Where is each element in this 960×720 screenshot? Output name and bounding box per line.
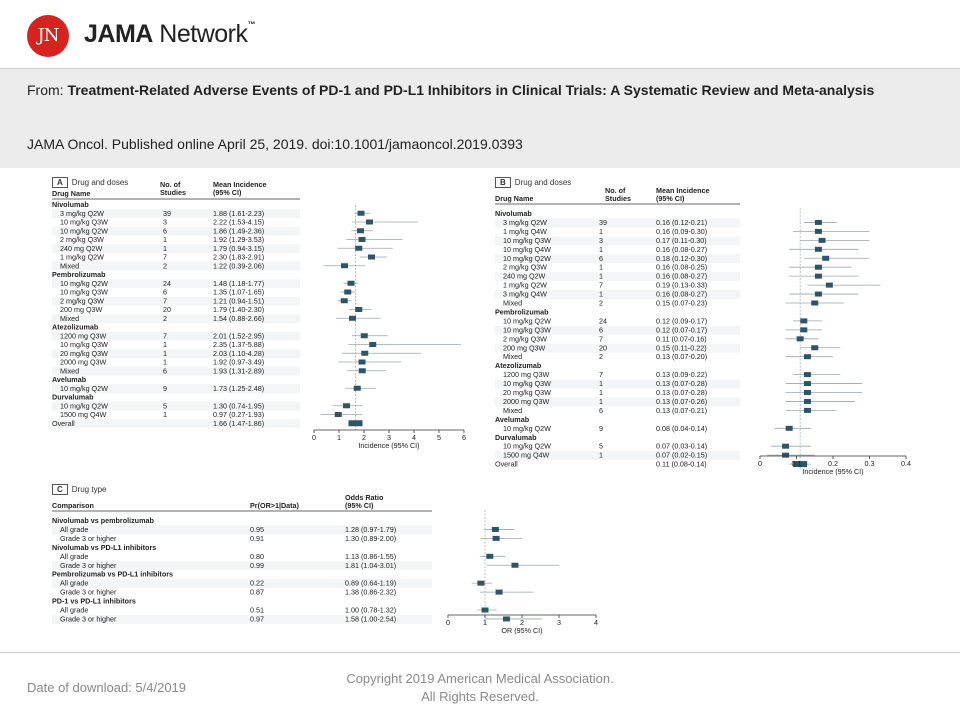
panel-a-row-label: 200 mg Q3W xyxy=(60,305,103,314)
panel-b-header-1: No. of xyxy=(605,186,626,195)
panel-a-group-label: Pembrolizumab xyxy=(52,270,106,279)
panel-a-header-0: Drug Name xyxy=(52,189,91,198)
panel-a-row-n: 5 xyxy=(163,401,167,411)
brand-bold: JAMA xyxy=(84,20,153,48)
panel-b-row-n: 6 xyxy=(599,405,603,415)
panel-c-estimate-marker xyxy=(503,616,510,621)
panel-b-row-label: 2 mg/kg Q3W xyxy=(503,334,547,344)
panel-a-row-label: 1200 mg Q3W xyxy=(60,331,107,341)
panel-b-row-label: Overall xyxy=(495,459,518,469)
panel-b-estimate-marker xyxy=(804,399,811,404)
panel-a-row-n: 9 xyxy=(163,383,167,393)
panel-a-row-n: 1 xyxy=(163,243,167,253)
panel-b-row-ci: 0.19 (0.13-0.33) xyxy=(656,280,708,290)
panel-c-row-n: 0.91 xyxy=(250,533,264,543)
panel-b-header-2: Mean Incidence xyxy=(656,186,710,195)
panel-c-row-label: Grade 3 or higher xyxy=(60,560,117,570)
panel-b-header-2: (95% CI) xyxy=(656,194,685,203)
panel-b-row-label: 3 mg/kg Q2W xyxy=(503,217,547,227)
panel-a-row-label: Mixed xyxy=(60,366,80,376)
panel-c-tick-label: 2 xyxy=(520,618,524,627)
panel-b-estimate-marker xyxy=(786,426,793,431)
panel-b-row-label: 10 mg/kg Q2W xyxy=(503,316,551,326)
panel-b-estimate-marker xyxy=(826,283,833,288)
panel-b-row-label: 240 mg Q2W xyxy=(503,271,546,281)
panel-b-row-ci: 0.13 (0.07-0.26) xyxy=(656,396,708,406)
panel-c-group-label: Nivolumab vs pembrolizumab xyxy=(52,516,154,525)
panel-a-row-label: Overall xyxy=(52,418,75,428)
panel-a-row-ci: 1.22 (0.39-2.06) xyxy=(213,261,265,271)
panel-b-row-label: 1 mg/kg Q4W xyxy=(503,226,547,236)
panel-b-row-n: 2 xyxy=(599,352,603,362)
panel-a-row-n: 6 xyxy=(163,287,167,297)
panel-b-row-ci: 0.17 (0.11-0.30) xyxy=(656,235,707,245)
panel-a-row-ci: 1.92 (1.29-3.53) xyxy=(213,235,265,244)
panel-a-estimate-marker xyxy=(349,420,363,426)
panel-b-row-n: 7 xyxy=(599,280,603,290)
panel-b-row-ci: 0.16 (0.09-0.30) xyxy=(656,226,708,236)
panel-b-row-n: 20 xyxy=(599,343,607,353)
panel-a-header-1: No. of xyxy=(160,180,181,189)
panel-a-row-ci: 1.79 (1.40-2.30) xyxy=(213,305,265,314)
panel-b-row-ci: 0.13 (0.07-0.28) xyxy=(656,388,708,397)
panel-c-row-ci: 1.13 (0.86-1.55) xyxy=(345,551,397,561)
panel-c-row-n: 0.51 xyxy=(250,605,264,615)
panel-b-estimate-marker xyxy=(782,444,789,449)
panel-b-row-label: 1200 mg Q3W xyxy=(503,370,550,380)
panel-b-row-n: 1 xyxy=(599,226,603,236)
panel-a-estimate-marker xyxy=(335,412,342,417)
panel-a-tick-label: 0 xyxy=(312,433,316,442)
panel-b-row-label: 10 mg/kg Q2W xyxy=(503,423,551,433)
panel-a-row-n: 2 xyxy=(163,261,167,271)
panel-b-row-n: 1 xyxy=(599,450,603,460)
panel-b-row-label: Mixed xyxy=(503,298,523,308)
panel-b-row-n: 24 xyxy=(599,316,607,326)
panel-b-row-n: 1 xyxy=(599,262,603,272)
panel-b-row-n: 1 xyxy=(599,379,603,389)
panel-a-row-label: 1500 mg Q4W xyxy=(60,410,107,419)
panel-b-estimate-marker xyxy=(804,390,811,395)
panel-b-row-ci: 0.13 (0.07-0.21) xyxy=(656,405,708,415)
panel-a-row-n: 7 xyxy=(163,252,167,262)
panel-a-row-ci: 1.92 (0.97-3.49) xyxy=(213,357,265,367)
panel-b-row-ci: 0.07 (0.03-0.14) xyxy=(656,441,708,451)
panel-b-estimate-marker xyxy=(797,336,804,341)
panel-a-row-ci: 0.97 (0.27-1.93) xyxy=(213,410,265,419)
copyright xyxy=(300,670,660,706)
panel-a-group-label: Durvalumab xyxy=(52,392,94,402)
panel-a-estimate-marker xyxy=(357,228,364,233)
panel-c-row-ci: 0.89 (0.64-1.19) xyxy=(345,578,397,588)
panel-a-title: Drug and doses xyxy=(71,178,129,187)
panel-b-row-n: 5 xyxy=(599,441,603,451)
article-title[interactable]: Treatment-Related Adverse Events of PD-1 and PD-L1 Inhibitors in Clinical Trials: A Systematic Review and Meta-analysis xyxy=(67,82,875,98)
panel-a-estimate-marker xyxy=(358,211,365,216)
panel-b-row-ci: 0.16 (0.08-0.25) xyxy=(656,262,708,272)
panel-c-row-n: 0.80 xyxy=(250,551,264,561)
copyright-line-2: All Rights Reserved. xyxy=(421,689,539,704)
panel-b-row-label: 10 mg/kg Q3W xyxy=(503,379,551,389)
panel-a-row-label: 2 mg/kg Q3W xyxy=(60,235,104,244)
panel-b-tick-label: 0.4 xyxy=(901,459,911,468)
panel-b-row-label: 10 mg/kg Q2W xyxy=(503,253,551,263)
panel-a-row-n: 6 xyxy=(163,226,167,236)
panel-c-row-label: Grade 3 or higher xyxy=(60,587,117,597)
panel-a-row-ci: 1.79 (0.94-3.15) xyxy=(213,243,265,253)
panel-a-tick-label: 6 xyxy=(462,433,466,442)
panel-b-row-n: 9 xyxy=(599,423,603,433)
panel-b-row-n: 1 xyxy=(599,289,603,299)
panel-a-row-n: 1 xyxy=(163,340,167,349)
panel-b-group-label: Avelumab xyxy=(495,414,530,424)
panel-b-row-n: 7 xyxy=(599,370,603,380)
panel-a-row-n: 20 xyxy=(163,305,171,314)
panel-a-row-ci: 1.93 (1.31-2.89) xyxy=(213,366,265,376)
panel-c-x-label: OR (95% CI) xyxy=(501,626,543,635)
panel-a-row-n: 7 xyxy=(163,331,167,341)
panel-c-estimate-marker xyxy=(511,563,518,568)
panel-a-row-ci: 2.03 (1.10-4.28) xyxy=(213,348,265,358)
panel-c-row-label: All grade xyxy=(60,551,89,561)
panel-b-row-n: 1 xyxy=(599,244,603,254)
panel-b-estimate-marker xyxy=(800,318,807,323)
panel-a-tick-label: 3 xyxy=(387,433,391,442)
panel-b-row-n: 1 xyxy=(599,388,603,397)
panel-c-row-n: 0.22 xyxy=(250,578,264,588)
panel-b-group-label: Atezolizumab xyxy=(495,361,542,371)
panel-b-group-label: Durvalumab xyxy=(495,432,537,442)
panel-a-row-n: 3 xyxy=(163,217,167,227)
panel-b-estimate-marker xyxy=(811,345,818,350)
panel-c-tick-label: 1 xyxy=(483,618,487,627)
panel-b-estimate-marker xyxy=(815,229,822,234)
panel-a-row-label: 240 mg Q2W xyxy=(60,243,103,253)
panel-b-row-ci: 0.08 (0.04-0.14) xyxy=(656,423,708,433)
panel-b-row-label: 10 mg/kg Q4W xyxy=(503,244,551,254)
panel-b-row-n: 7 xyxy=(599,334,603,344)
panel-c-row-n: 0.99 xyxy=(250,560,264,570)
panel-b-estimate-marker xyxy=(815,247,822,252)
panel-a-row-label: 1 mg/kg Q2W xyxy=(60,252,104,262)
panel-b-tick-label: 0.3 xyxy=(864,459,875,468)
panel-a-row-ci: 1.66 (1.47-1.86) xyxy=(213,418,265,428)
panel-b-header-0: Drug Name xyxy=(495,194,534,203)
panel-a-row-ci: 1.86 (1.49-2.36) xyxy=(213,226,265,236)
panel-b-row-ci: 0.07 (0.02-0.15) xyxy=(656,450,708,460)
panel-a-row-label: 10 mg/kg Q3W xyxy=(60,217,108,227)
panel-a-row-label: 2000 mg Q3W xyxy=(60,357,107,367)
panel-a-estimate-marker xyxy=(359,237,366,242)
panel-c-id: C xyxy=(52,484,68,495)
panel-a-row-label: 10 mg/kg Q3W xyxy=(60,340,108,349)
panel-a-estimate-marker xyxy=(355,246,362,251)
copyright-line-1: Copyright 2019 American Medical Association. xyxy=(346,671,614,686)
panel-c-estimate-marker xyxy=(486,554,493,559)
panel-c-group-label: Pembrolizumab vs PD-L1 inhibitors xyxy=(52,569,174,579)
panel-b-row-ci: 0.13 (0.07-0.20) xyxy=(656,352,708,362)
panel-a-row-n: 6 xyxy=(163,366,167,376)
brand-light: Network xyxy=(152,20,248,48)
panel-b-title: Drug and doses xyxy=(514,178,572,187)
panel-b-row-ci: 0.15 (0.07-0.23) xyxy=(656,298,708,308)
panel-a-estimate-marker xyxy=(341,263,348,268)
panel-b-estimate-marker xyxy=(815,265,822,270)
panel-b-estimate-marker xyxy=(800,327,807,332)
panel-b-estimate-marker xyxy=(815,220,822,225)
panel-a-row-ci: 1.88 (1.61-2.23) xyxy=(213,208,265,218)
panel-b-row-ci: 0.16 (0.08-0.27) xyxy=(656,289,708,299)
panel-c-estimate-marker xyxy=(477,581,484,586)
panel-b-id: B xyxy=(495,177,511,188)
panel-a-estimate-marker xyxy=(359,368,366,373)
panel-b-group-label: Nivolumab xyxy=(495,209,532,218)
panel-a-row-ci: 1.73 (1.25-2.48) xyxy=(213,383,265,393)
panel-c-tick-label: 0 xyxy=(446,618,450,627)
panel-a-estimate-marker xyxy=(361,333,368,338)
panel-a-estimate-marker xyxy=(348,281,355,286)
panel-c-estimate-marker xyxy=(496,590,503,595)
panel-a-estimate-marker xyxy=(355,307,362,312)
panel-b-estimate-marker xyxy=(804,381,811,386)
logo-mark-text: JN xyxy=(37,25,59,46)
panel-a-estimate-marker xyxy=(354,386,361,391)
panel-a-row-label: 20 mg/kg Q3W xyxy=(60,348,108,358)
panel-b-row-n: 6 xyxy=(599,325,603,335)
panel-a-row-label: Mixed xyxy=(60,261,80,271)
panel-a-row-ci: 1.54 (0.88-2.66) xyxy=(213,313,265,323)
panel-a-estimate-marker xyxy=(349,316,356,321)
panel-b-row-label: 10 mg/kg Q2W xyxy=(503,441,551,451)
panel-c-tick-label: 3 xyxy=(557,618,561,627)
panel-b-estimate-marker xyxy=(804,354,811,359)
panel-a-tick-label: 4 xyxy=(412,433,416,442)
panel-a-estimate-marker xyxy=(368,255,375,260)
panel-c-row-label: All grade xyxy=(60,578,89,588)
panel-b-row-ci: 0.18 (0.12-0.30) xyxy=(656,253,708,263)
panel-a-row-ci: 2.01 (1.52-2.95) xyxy=(213,331,265,341)
panel-b-estimate-marker xyxy=(811,301,818,306)
panel-c-row-label: Grade 3 or higher xyxy=(60,614,117,624)
panel-a-row-label: 3 mg/kg Q2W xyxy=(60,208,104,218)
panel-c-row-ci: 1.38 (0.86-2.32) xyxy=(345,587,397,597)
panel-a-row-n: 1 xyxy=(163,357,167,367)
panel-b-row-ci: 0.13 (0.07-0.28) xyxy=(656,379,708,389)
panel-b-row-label: 1 mg/kg Q2W xyxy=(503,280,547,290)
panel-a-row-ci: 1.30 (0.74-1.95) xyxy=(213,401,265,411)
panel-b-row-ci: 0.12 (0.07-0.17) xyxy=(656,325,708,335)
panel-a-header-1: Studies xyxy=(160,188,186,197)
download-date: Date of download: 5/4/2019 xyxy=(27,680,187,695)
panel-c-row-label: All grade xyxy=(60,605,89,615)
panel-b-estimate-marker xyxy=(822,256,829,261)
panel-c-row-ci: 1.81 (1.04-3.01) xyxy=(345,560,397,570)
panel-a-estimate-marker xyxy=(361,351,368,356)
panel-b-estimate-marker xyxy=(819,238,826,243)
panel-b-row-n: 2 xyxy=(599,298,603,308)
panel-a-row-label: 10 mg/kg Q3W xyxy=(60,287,108,297)
panel-b-row-ci: 0.15 (0.11-0.22) xyxy=(656,343,707,353)
panel-a-row-ci: 1.21 (0.94-1.51) xyxy=(213,296,265,306)
panel-c-row-n: 0.97 xyxy=(250,614,264,624)
from-prefix: From: xyxy=(27,82,68,98)
panel-a-tick-label: 2 xyxy=(362,433,366,442)
panel-b-x-label: Incidence (95% CI) xyxy=(802,467,864,476)
panel-b-estimate-marker xyxy=(804,372,811,377)
panel-a-estimate-marker xyxy=(369,342,376,347)
panel-a-row-label: 10 mg/kg Q2W xyxy=(60,401,108,411)
panel-c-row-ci: 1.28 (0.97-1.79) xyxy=(345,524,397,534)
panel-b-row-label: 10 mg/kg Q3W xyxy=(503,235,551,245)
panel-a-row-ci: 2.35 (1.37-5.88) xyxy=(213,340,265,349)
panel-b-estimate-marker xyxy=(815,274,822,279)
panel-b-row-label: Mixed xyxy=(503,405,523,415)
panel-c-row-n: 0.95 xyxy=(250,524,264,534)
panel-a-row-label: 10 mg/kg Q2W xyxy=(60,383,108,393)
panel-c-estimate-marker xyxy=(482,608,489,613)
panel-a-row-label: 10 mg/kg Q2W xyxy=(60,226,108,236)
panel-a-tick-label: 1 xyxy=(337,433,341,442)
panel-a-estimate-marker xyxy=(366,220,373,225)
panel-a-header-2: Mean Incidence xyxy=(213,180,267,189)
panel-c-row-ci: 1.30 (0.89-2.00) xyxy=(345,533,397,543)
panel-a-group-label: Avelumab xyxy=(52,375,87,384)
panel-b-tick-label: 0.2 xyxy=(828,459,838,468)
panel-b-row-n: 3 xyxy=(599,235,603,245)
panel-b-row-ci: 0.12 (0.09-0.17) xyxy=(656,316,708,326)
panel-b-row-ci: 0.16 (0.08-0.27) xyxy=(656,271,708,281)
panel-c-group-label: Nivolumab vs PD-L1 inhibitors xyxy=(52,542,157,552)
panel-c-title: Drug type xyxy=(71,485,107,494)
panel-c-row-n: 0.87 xyxy=(250,587,264,597)
footer-divider xyxy=(0,652,960,653)
panel-a-row-ci: 1.35 (1.07-1.65) xyxy=(213,287,265,297)
panel-a-header-2: (95% CI) xyxy=(213,188,242,197)
panel-a-tick-label: 5 xyxy=(437,433,441,442)
article-citation: JAMA Oncol. Published online April 25, 2019. doi:10.1001/jamaoncol.2019.0393 xyxy=(27,136,523,152)
panel-b-row-label: 20 mg/kg Q3W xyxy=(503,388,551,397)
panel-a-row-ci: 2.22 (1.53-4.15) xyxy=(213,217,265,227)
panel-c-header-0: Comparison xyxy=(52,501,94,510)
panel-c-row-label: All grade xyxy=(60,524,89,534)
panel-c-header-1: Pr(OR>1|Data) xyxy=(250,501,299,510)
panel-a-row-ci: 2.30 (1.83-2.91) xyxy=(213,252,265,262)
panel-b-tick-label: 0.1 xyxy=(791,459,802,468)
panel-b-estimate-marker xyxy=(804,408,811,413)
panel-c-row-ci: 1.00 (0.78-1.32) xyxy=(345,605,397,615)
panel-a-row-label: 10 mg/kg Q2W xyxy=(60,278,108,288)
panel-b-header-1: Studies xyxy=(605,194,631,203)
panel-c-row-ci: 1.58 (1.00-2.54) xyxy=(345,614,397,624)
panel-b-row-ci: 0.16 (0.12-0.21) xyxy=(656,217,708,227)
panel-c-header-2: Odds Ratio xyxy=(345,493,384,502)
panel-a-x-label: Incidence (95% CI) xyxy=(358,441,420,450)
panel-b-row-ci: 0.11 (0.07-0.16) xyxy=(656,334,707,344)
panel-b-estimate-marker xyxy=(815,292,822,297)
panel-a-group-label: Nivolumab xyxy=(52,200,89,209)
panel-b-row-n: 6 xyxy=(599,253,603,263)
panel-a-row-n: 24 xyxy=(163,278,171,288)
panel-b-row-ci: 0.13 (0.09-0.22) xyxy=(656,370,708,380)
panel-b-row-ci: 0.16 (0.08-0.27) xyxy=(656,244,708,254)
panel-b-row-label: 10 mg/kg Q3W xyxy=(503,325,551,335)
panel-a-id: A xyxy=(52,177,68,188)
panel-b-row-label: Mixed xyxy=(503,352,523,362)
panel-b-tick-label: 0 xyxy=(758,459,762,468)
panel-b-row-ci: 0.11 (0.08-0.14) xyxy=(656,459,707,469)
panel-a-row-n: 1 xyxy=(163,410,167,419)
panel-b-row-label: 2 mg/kg Q3W xyxy=(503,262,547,272)
panel-a-row-n: 1 xyxy=(163,348,167,358)
trademark: ™ xyxy=(247,20,255,29)
panel-a-group-label: Atezolizumab xyxy=(52,322,99,332)
panel-b-row-label: 1500 mg Q4W xyxy=(503,450,550,460)
panel-c-header-2: (95% CI) xyxy=(345,501,374,510)
panel-b-row-label: 200 mg Q3W xyxy=(503,343,546,353)
panel-b-row-label: 2000 mg Q3W xyxy=(503,396,550,406)
panel-a-row-n: 7 xyxy=(163,296,167,306)
panel-b-row-n: 39 xyxy=(599,217,607,227)
panel-c-row-label: Grade 3 or higher xyxy=(60,533,117,543)
panel-c-group-label: PD-1 vs PD-L1 inhibitors xyxy=(52,596,136,606)
panel-a-estimate-marker xyxy=(344,290,351,295)
panel-a-row-label: 2 mg/kg Q3W xyxy=(60,296,104,306)
panel-a-row-label: Mixed xyxy=(60,313,80,323)
panel-c-tick-label: 4 xyxy=(594,618,598,627)
panel-b-row-n: 1 xyxy=(599,396,603,406)
panel-a-row-n: 1 xyxy=(163,235,167,244)
panel-a-estimate-marker xyxy=(359,360,366,365)
panel-c-estimate-marker xyxy=(492,527,499,532)
panel-b-group-label: Pembrolizumab xyxy=(495,307,549,317)
panel-c-estimate-marker xyxy=(493,536,500,541)
panel-b-estimate-marker xyxy=(782,453,789,458)
panel-b-row-n: 1 xyxy=(599,271,603,281)
panel-a-estimate-marker xyxy=(341,298,348,303)
panel-a-row-ci: 1.48 (1.18-1.77) xyxy=(213,278,265,288)
panel-a-row-n: 2 xyxy=(163,313,167,323)
panel-a-estimate-marker xyxy=(343,403,350,408)
panel-b-row-label: 3 mg/kg Q4W xyxy=(503,289,547,299)
panel-a-row-n: 39 xyxy=(163,208,171,218)
